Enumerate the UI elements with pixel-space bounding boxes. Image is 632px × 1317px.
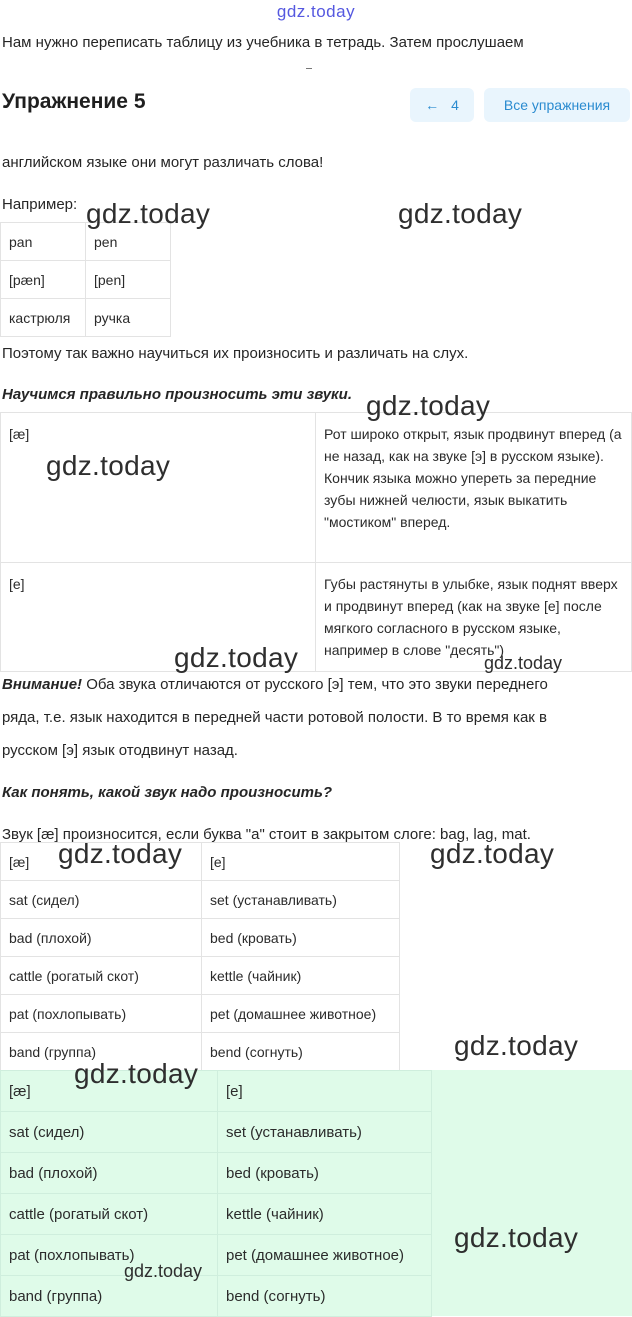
table-cell: [æ]: [1, 1071, 218, 1112]
table-row: [1, 881, 400, 919]
table-row: [1, 1153, 432, 1194]
table-row: [1, 1235, 432, 1276]
table-cell: bed (кровать): [218, 1153, 432, 1194]
table-row: [1, 413, 632, 563]
attention-paragraph: [2, 676, 548, 693]
content-line: английском языке они могут различать слова!: [2, 154, 324, 171]
description-cell: Рот широко открыт, язык продвинут вперед (а не назад, как на звуке [э] в русском языке). Кончик языка можно упереть за передние зубы нижней челюсти, язык выкатить "мостиком" вперед.: [316, 413, 632, 563]
divider: [306, 68, 312, 69]
watermark-text: gdz.today: [58, 838, 183, 869]
table-cell: pen: [86, 223, 171, 261]
table-cell: [e]: [218, 1071, 432, 1112]
watermark-text: gdz.today: [366, 390, 491, 421]
table-cell: pet (домашнее животное): [218, 1235, 432, 1276]
attention-label: Внимание!: [2, 676, 83, 693]
watermark-text: gdz.today: [74, 1058, 199, 1089]
table-cell: kettle (чайник): [202, 957, 400, 995]
table-row: [1, 1071, 432, 1112]
sound-cell: [æ]: [1, 413, 316, 563]
table-cell: sat (сидел): [1, 1112, 218, 1153]
example-label: Например:: [2, 196, 78, 213]
table-cell: bad (плохой): [1, 1153, 218, 1194]
table-cell: [e]: [202, 843, 400, 881]
watermark-text: gdz.today: [174, 642, 299, 673]
watermark-text: gdz.today: [430, 838, 555, 869]
watermark-text: gdz.today: [124, 1261, 203, 1281]
table-cell: кастрюля: [1, 299, 86, 337]
table-cell: kettle (чайник): [218, 1194, 432, 1235]
table-cell: [pen]: [86, 261, 171, 299]
table-cell: pat (похлопывать): [1, 1235, 218, 1276]
watermark-text: gdz.today: [398, 198, 523, 229]
content-line: Поэтому так важно научиться их произносить и различать на слух.: [2, 345, 469, 362]
site-watermark: gdz.today: [276, 2, 356, 21]
table-cell: pat (похлопывать): [1, 995, 202, 1033]
table-row: [1, 995, 400, 1033]
table-cell: bed (кровать): [202, 919, 400, 957]
table-row: [1, 957, 400, 995]
watermark-text: gdz.today: [484, 653, 563, 673]
prev-exercise-button[interactable]: [410, 88, 474, 122]
table-row: [1, 1112, 432, 1153]
attention-text: Оба звука отличаются от русского [э] тем, что это звуки переднего: [82, 676, 548, 693]
section-subheading: Научимся правильно произносить эти звуки.: [2, 386, 352, 403]
table-row: [1, 261, 171, 299]
table-cell: ручка: [86, 299, 171, 337]
description-cell: Губы растянуты в улыбке, язык поднят вверх и продвинут вперед (как на звуке [e] после мягкого согласного в русском языке, например в слове "десять"): [316, 563, 632, 672]
intro-text: Нам нужно переписать таблицу из учебника в тетрадь. Затем прослушаем: [2, 34, 524, 51]
table-cell: cattle (рогатый скот): [1, 1194, 218, 1235]
table-cell: set (устанавливать): [218, 1112, 432, 1153]
table-cell: [pæn]: [1, 261, 86, 299]
table-cell: band (группа): [1, 1033, 202, 1071]
all-exercises-button[interactable]: [484, 88, 630, 122]
table-row: [1, 1033, 400, 1071]
watermark-text: gdz.today: [454, 1222, 579, 1253]
table-row: [1, 299, 171, 337]
table-cell: cattle (рогатый скот): [1, 957, 202, 995]
words-table: [0, 842, 400, 1071]
table-cell: pet (домашнее животное): [202, 995, 400, 1033]
table-cell: bend (согнуть): [218, 1276, 432, 1317]
arrow-left-icon: ←: [425, 97, 440, 113]
table-row: [1, 919, 400, 957]
prev-exercise-number: 4: [451, 97, 459, 113]
table-cell: pan: [1, 223, 86, 261]
table-cell: set (устанавливать): [202, 881, 400, 919]
table-cell: bend (согнуть): [202, 1033, 400, 1071]
table-cell: band (группа): [1, 1276, 218, 1317]
example-table: [0, 222, 171, 337]
sound-cell: [e]: [1, 563, 316, 672]
page-title: Упражнение 5: [2, 90, 146, 113]
rule-text: Звук [æ] произносится, если буква "a" стоит в закрытом слоге: bag, lag, mat.: [2, 826, 531, 843]
table-row: [1, 1194, 432, 1235]
section-subheading: Как понять, какой звук надо произносить?: [2, 784, 333, 801]
watermark-text: gdz.today: [46, 450, 171, 481]
table-cell: [æ]: [1, 843, 202, 881]
content-line: ряда, т.е. язык находится в передней части ротовой полости. В то время как в: [2, 709, 547, 726]
watermark-text: gdz.today: [86, 198, 211, 229]
table-cell: sat (сидел): [1, 881, 202, 919]
table-row: [1, 1276, 432, 1317]
all-exercises-label: Все упражнения: [503, 97, 611, 113]
watermark-text: gdz.today: [454, 1030, 579, 1061]
answer-table: [0, 1070, 432, 1317]
table-cell: bad (плохой): [1, 919, 202, 957]
content-line: русском [э] язык отодвинут назад.: [2, 742, 238, 759]
